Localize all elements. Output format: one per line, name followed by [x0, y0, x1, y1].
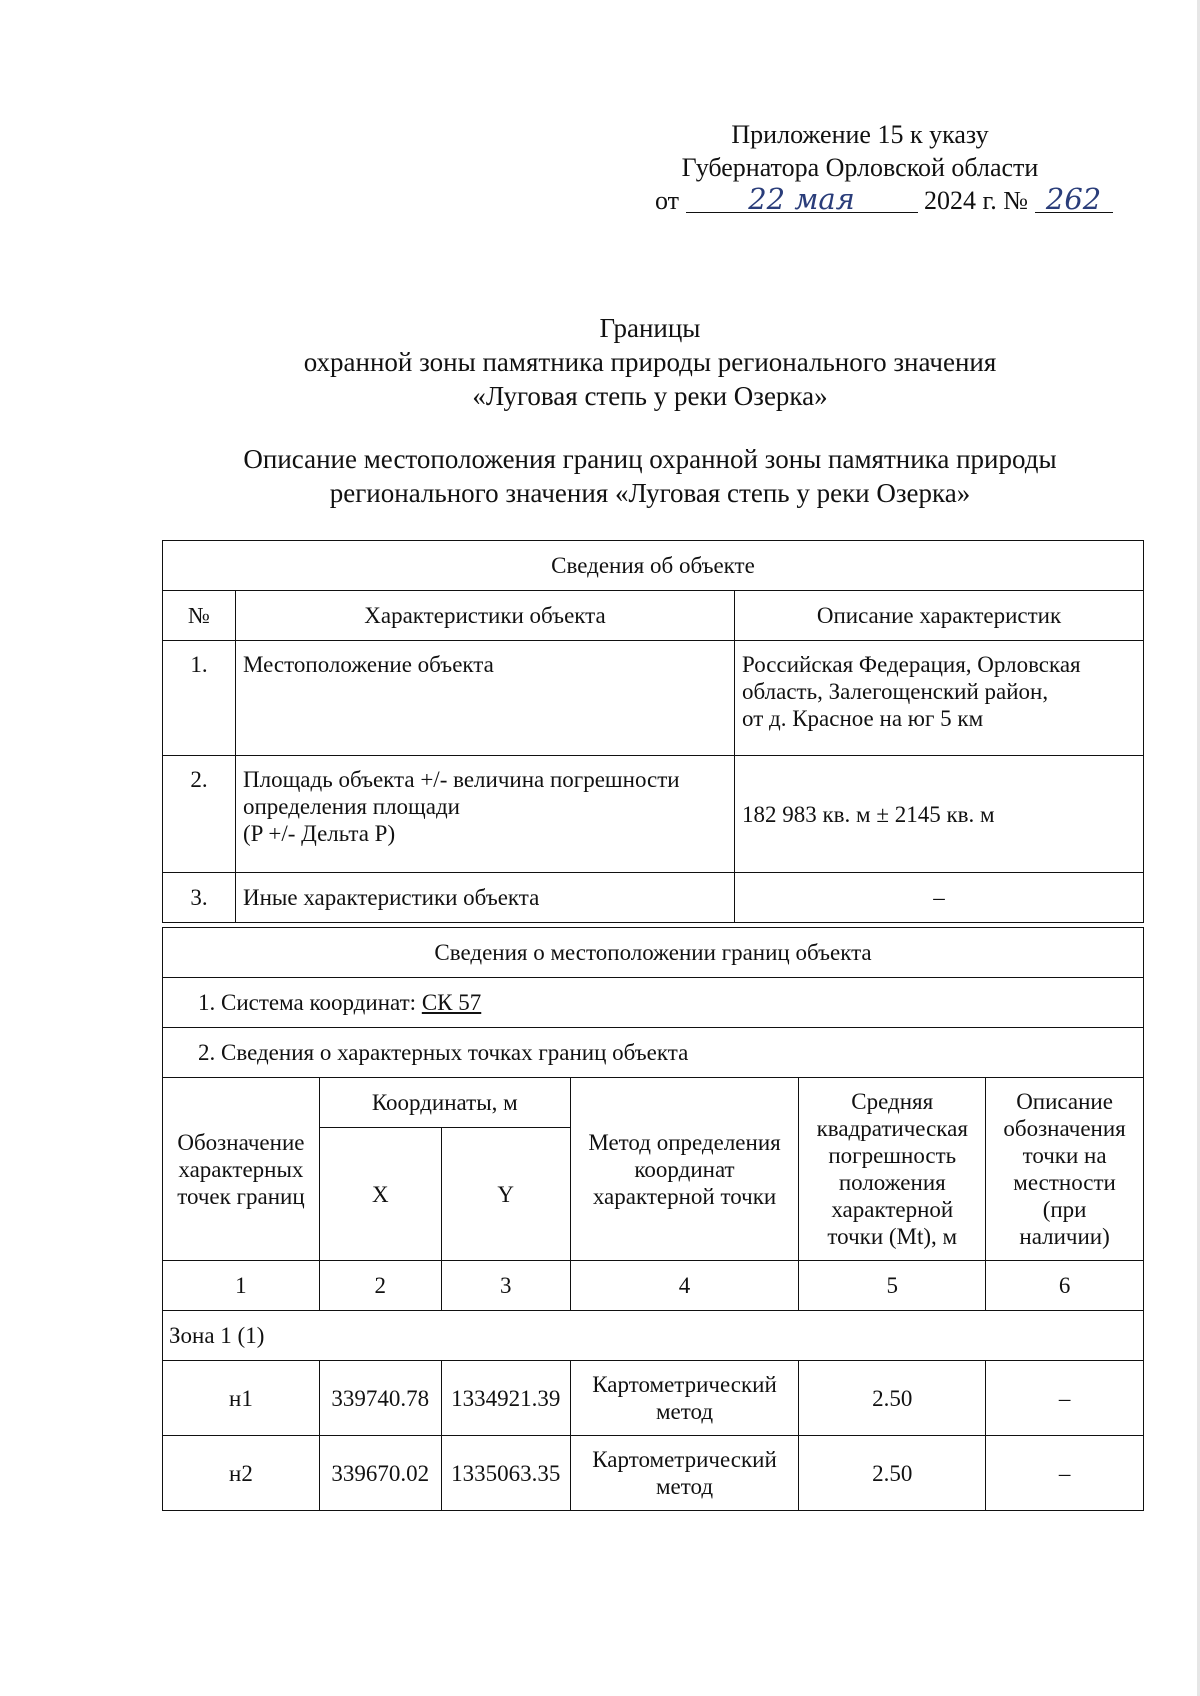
- row-number: 2.: [163, 756, 236, 873]
- zone-label: Зона 1 (1): [163, 1311, 1144, 1361]
- appendix-line: Приложение 15 к указу: [731, 120, 989, 149]
- header-coordinates: Координаты, м: [319, 1078, 570, 1128]
- point-name: н2: [163, 1436, 320, 1511]
- header-line: (при: [1042, 1197, 1087, 1222]
- header-error: [799, 1078, 986, 1261]
- column-number: 5: [799, 1261, 986, 1311]
- header-line: точки на: [1022, 1143, 1107, 1168]
- header-line: положения: [838, 1170, 946, 1195]
- description-line: от д. Красное на юг 5 км: [742, 706, 984, 731]
- characteristic-line: определения площади: [243, 794, 460, 819]
- point-method: [570, 1361, 799, 1436]
- table-row: [163, 1436, 1144, 1511]
- point-x: 339740.78: [319, 1361, 441, 1436]
- column-number: 2: [319, 1261, 441, 1311]
- header-y: Y: [441, 1128, 570, 1261]
- method-line: метод: [655, 1474, 714, 1499]
- header-number: №: [163, 591, 236, 641]
- subtitle-line: регионального значения «Луговая степь у реки Озерка»: [329, 478, 971, 508]
- point-name: н1: [163, 1361, 320, 1436]
- boundary-table: [162, 927, 1144, 1511]
- header-line: точек границ: [177, 1183, 305, 1209]
- method-line: Картометрический: [592, 1447, 777, 1472]
- header-line: обозначения: [1003, 1116, 1126, 1141]
- header-line: характерной точки: [592, 1183, 777, 1209]
- header-line: Метод определения: [588, 1129, 781, 1155]
- header-line: Описание: [1016, 1089, 1113, 1114]
- decree-line: [600, 184, 1120, 217]
- point-error: 2.50: [799, 1436, 986, 1511]
- description-line: область, Залегощенский район,: [742, 679, 1049, 704]
- row-description: –: [735, 873, 1144, 923]
- description-line: Российская Федерация, Орловская: [742, 652, 1081, 677]
- point-x: 339670.02: [319, 1436, 441, 1511]
- document-title: [0, 311, 1200, 413]
- points-heading: 2. Сведения о характерных точках границ объекта: [163, 1028, 1144, 1078]
- row-number: 3.: [163, 873, 236, 923]
- row-description: [735, 641, 1144, 756]
- header-line: квадратическая: [816, 1116, 968, 1141]
- header-line: Средняя: [851, 1089, 934, 1114]
- header-line: характерных: [178, 1156, 304, 1182]
- column-number: 1: [163, 1261, 320, 1311]
- table-row: [163, 873, 1144, 923]
- header-line: погрешность: [828, 1143, 957, 1168]
- row-characteristic: Местоположение объекта: [236, 641, 735, 756]
- object-table-heading: Сведения об объекте: [163, 541, 1144, 591]
- point-y: 1334921.39: [441, 1361, 570, 1436]
- coordinate-system-value: СК 57: [421, 990, 482, 1015]
- column-number: 3: [441, 1261, 570, 1311]
- appendix-header: [600, 118, 1120, 217]
- header-point-name: [163, 1078, 320, 1261]
- point-error: 2.50: [799, 1361, 986, 1436]
- header-line: координат: [634, 1156, 735, 1182]
- decree-prefix: от: [655, 186, 680, 215]
- header-point-description: [986, 1078, 1144, 1261]
- row-characteristic: [236, 756, 735, 873]
- point-y: 1335063.35: [441, 1436, 570, 1511]
- characteristic-line: Площадь объекта +/- величина погрешности: [243, 767, 680, 792]
- boundary-table-heading: Сведения о местоположении границ объекта: [163, 928, 1144, 978]
- table-row: [163, 756, 1144, 873]
- title-line: охранной зоны памятника природы регионального значения: [303, 347, 997, 377]
- header-line: наличии): [1019, 1224, 1110, 1249]
- subtitle-line: Описание местоположения границ охранной зоны памятника природы: [243, 444, 1057, 474]
- handwritten-date: 22 мая: [686, 186, 918, 213]
- title-line: «Луговая степь у реки Озерка»: [472, 381, 828, 411]
- column-numbers-row: [163, 1261, 1144, 1311]
- handwritten-number: 262: [1035, 186, 1113, 213]
- object-info-table: [162, 540, 1144, 923]
- appendix-line: Губернатора Орловской области: [681, 153, 1039, 182]
- header-line: характерной: [831, 1197, 954, 1222]
- point-description: –: [986, 1361, 1144, 1436]
- header-line: точки (Mt), м: [827, 1224, 958, 1249]
- table-row: [163, 641, 1144, 756]
- title-line: Границы: [599, 313, 701, 343]
- header-line: Обозначение: [177, 1129, 305, 1155]
- header-characteristic: Характеристики объекта: [236, 591, 735, 641]
- row-description: 182 983 кв. м ± 2145 кв. м: [735, 756, 1144, 873]
- row-number: 1.: [163, 641, 236, 756]
- point-description: –: [986, 1436, 1144, 1511]
- point-method: [570, 1436, 799, 1511]
- column-number: 4: [570, 1261, 799, 1311]
- method-line: метод: [655, 1399, 714, 1424]
- method-line: Картометрический: [592, 1372, 777, 1397]
- header-x: X: [319, 1128, 441, 1261]
- coordinate-system: [163, 978, 1144, 1028]
- header-method: [570, 1078, 799, 1261]
- document-subtitle: [0, 442, 1200, 510]
- column-number: 6: [986, 1261, 1144, 1311]
- header-line: местности: [1013, 1170, 1116, 1195]
- decree-year: 2024 г. №: [924, 186, 1029, 215]
- table-row: [163, 1361, 1144, 1436]
- characteristic-line: (P +/- Дельта P): [243, 821, 396, 846]
- coordinate-system-label: 1. Система координат:: [198, 990, 422, 1015]
- header-description: Описание характеристик: [735, 591, 1144, 641]
- row-characteristic: Иные характеристики объекта: [236, 873, 735, 923]
